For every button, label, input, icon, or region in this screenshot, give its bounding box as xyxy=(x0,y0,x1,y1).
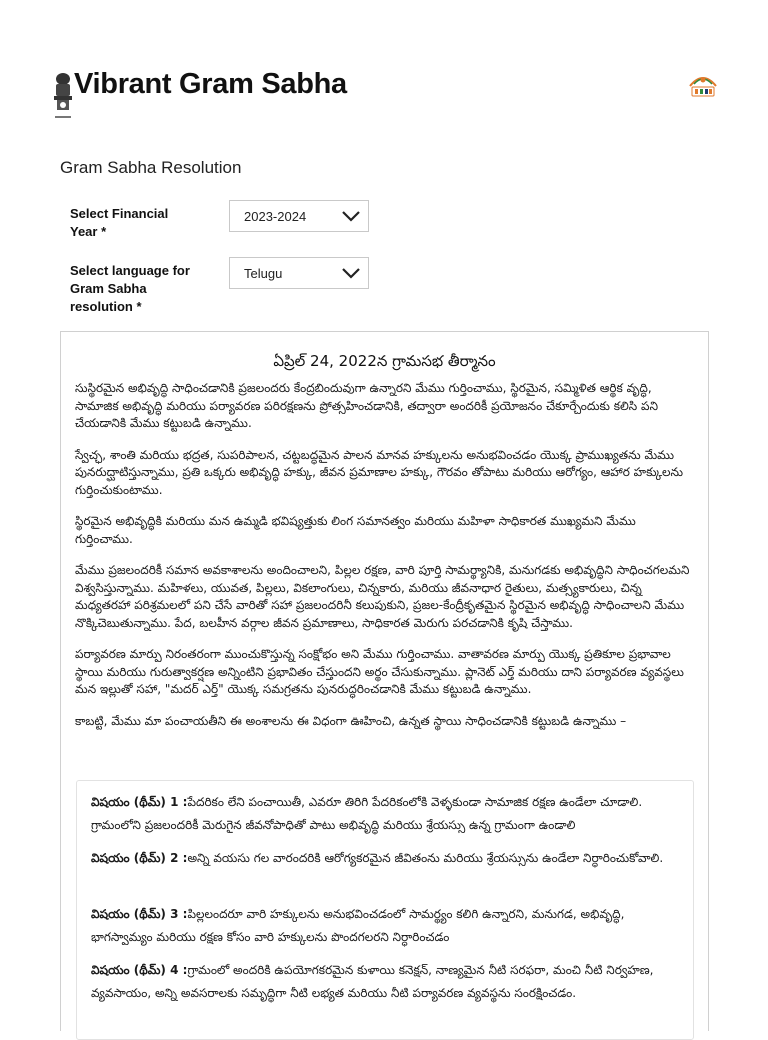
theme-label: విషయం (థీమ్) 3 : xyxy=(91,907,188,921)
theme-text: అన్ని వయసు గల వారందరికి ఆరోగ్యకరమైన జీవితంను మరియు శ్రేయస్సును ఉండేలా నిర్ధారించుకోవాలి. xyxy=(187,851,664,865)
theme-text: గ్రామంలో అందరికి ఉపయోగకరమైన కుళాయి కనెక్షన్, నాణ్యమైన నీటి సరఫరా, మంచి నీటి నిర్వహణ, వ్యవసాయం, అన్ని అవసరాలకు సమృద్ధిగా నీటి లభ్యత మరియు నీటి పర్యావరణ వ్యవస్థను సంరక్షించడం. xyxy=(91,963,654,1000)
national-emblem-icon xyxy=(52,70,74,124)
site-title: Vibrant Gram Sabha xyxy=(74,68,347,100)
financial-year-value: 2023-2024 xyxy=(244,209,307,224)
language-select[interactable] xyxy=(229,257,369,289)
resolution-paragraph: సుస్థిరమైన అభివృద్ధి సాధించడానికి ప్రజలందరు కేంద్రబిందువుగా ఉన్నారని మేము గుర్తించాము, స్థిరమైన, సమ్మిళిత ఆర్థిక వృద్ధి, సామాజిక అభివృద్ధి మరియు పర్యావరణ పరిరక్షణను ప్రోత్సహించడానికి, తద్వారా అందరికీ ప్రయోజనం చేకూర్చేందుకు కలిసి పని చేయడానికి మేము కట్టుబడి ఉన్నాము. xyxy=(75,381,658,430)
resolution-body xyxy=(75,380,695,744)
resolution-heading: ఏప్రిల్ 24, 2022న గ్రామసభ తీర్మానం xyxy=(273,352,496,370)
resolution-paragraph: పర్యావరణ మార్పు నిరంతరంగా ముంచుకొస్తున్న సంక్షోభం అని మేము గుర్తించాము. వాతావరణ మార్పు యొక్క ప్రతికూల ప్రభావాల స్థాయి మరియు గురుత్వాకర్షణ అన్నింటిని ప్రభావితం చేస్తుందని అర్థం చేసుకున్నాము. ప్లానెట్ ఎర్త్ మరియు దాని పర్యావరణ వ్యవస్థలు మన ఇల్లుతో సహా, "మదర్ ఎర్త్" యొక్క సమగ్రతను పునరుద్ధరించడానికి మేము కట్టుబడి ఉన్నాము. xyxy=(75,647,684,696)
page-title: Gram Sabha Resolution xyxy=(60,158,242,177)
ministry-logo-icon xyxy=(686,70,720,100)
financial-year-select[interactable] xyxy=(229,200,369,232)
language-value: Telugu xyxy=(244,266,283,281)
theme-text: పేదరికం లేని పంచాయితీ, ఎవరూ తిరిగి పేదరికంలోకి వెళ్ళకుండా సామాజిక రక్షణ ఉండేలా చూడాలి. గ్రామంలోని ప్రజలందరికీ మెరుగైన జీవనోపాధితో పాటు అభివృద్ధి మరియు శ్రేయస్సు ఉన్న గ్రామంగా ఉండాలి xyxy=(91,795,643,832)
theme-label: విషయం (థీమ్) 1 : xyxy=(91,795,188,809)
resolution-paragraph: కాబట్టి, మేము మా పంచాయతీని ఈ అంశాలను ఈ విధంగా ఊహించి, ఉన్నత స్థాయి సాధించడానికి కట్టుబడి ఉన్నాము – xyxy=(75,713,627,728)
themes-box xyxy=(76,780,694,1040)
resolution-paragraph: మేము ప్రజలందరికీ సమాన అవకాశాలను అందించాలని, పిల్లల రక్షణ, వారి పూర్తి సామర్థ్యానికి, మనుగడకు అభివృద్ధిని సాధించగలమని విశ్వసిస్తున్నాము. మహిళలు, యువత, పిల్లలు, వికలాంగులు, చిన్నకారు, మరియు జీవనాధార రైతులు, మత్స్యకారులు, చిన్న మధ్యతరహా పరిశ్రమలలో పని చేసే వారితో సహా ప్రజలందరినీ కలుపుకుని, ప్రజల-కేంద్రీకృతమైన స్థిరమైన అభివృద్ధి సాధించాలని మేము నొక్కిచెబుతున్నాము. పేద, బలహీన వర్గాల జీవన ప్రమాణాలు, సాధికారత మెరుగు పరచడానికి కృషి చేస్తాము. xyxy=(75,563,690,630)
theme-label: విషయం (థీమ్) 2 : xyxy=(91,851,188,865)
theme-item xyxy=(91,791,681,836)
theme-item xyxy=(91,903,681,948)
financial-year-label: Select Financial Year * xyxy=(70,206,169,239)
language-label: Select language for Gram Sabha resolution * xyxy=(70,263,190,314)
resolution-paragraph: స్థిరమైన అభివృద్ధికి మరియు మన ఉమ్మడి భవిష్యత్తుకు లింగ సమానత్వం మరియు మహిళా సాధికారత ముఖ్యమని మేము గుర్తించాము. xyxy=(75,514,636,546)
resolution-panel xyxy=(60,331,709,1031)
resolution-paragraph: స్వేచ్ఛ, శాంతి మరియు భద్రత, సుపరిపాలన, చట్టబద్ధమైన పాలన మానవ హక్కులను అనుభవించడం యొక్క ప్రాముఖ్యతను మేము పునరుద్ఘాటిస్తున్నాము, ప్రతి ఒక్కరు అభివృద్ధి హక్కు, జీవన ప్రమాణాల హక్కు, గౌరవం తోపాటు మరియు ఆరోగ్యం, ఆహార హక్కులను గుర్తించుకుంటాము. xyxy=(75,447,684,497)
theme-label: విషయం (థీమ్) 4 : xyxy=(91,963,188,977)
chevron-down-icon xyxy=(342,210,360,222)
theme-item xyxy=(91,959,681,1004)
chevron-down-icon xyxy=(342,267,360,279)
theme-text: పిల్లలందరూ వారి హక్కులను అనుభవించడంలో సామర్థ్యం కలిగి ఉన్నారని, మనుగడ, అభివృద్ధి, భాగస్వామ్యం మరియు రక్షణ కోసం వారి హక్కులను పొందగలరని నిర్ధారించడం xyxy=(91,907,625,944)
theme-item xyxy=(91,847,681,870)
site-header xyxy=(48,64,720,128)
